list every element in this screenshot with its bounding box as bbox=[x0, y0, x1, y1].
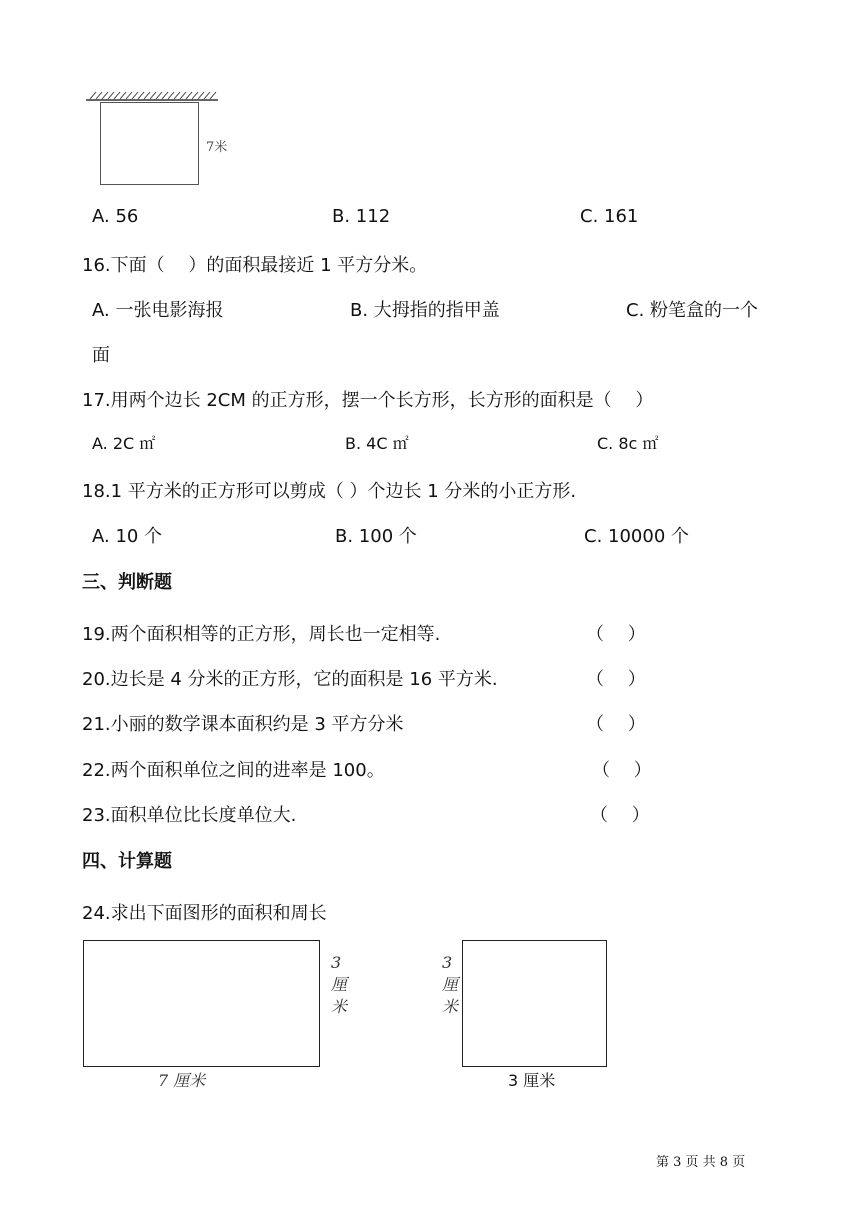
q17-option-c[interactable]: C. 8c ㎡ bbox=[597, 434, 659, 453]
hanging-rectangle bbox=[100, 102, 199, 185]
judge-20-text: 20.边长是 4 分米的正方形，它的面积是 16 平方米. bbox=[82, 669, 498, 690]
rectangle-1-side-label bbox=[331, 952, 351, 1018]
judge-23-text: 23.面积单位比长度单位大. bbox=[82, 805, 297, 826]
rect1-side-mi: 米 bbox=[331, 997, 348, 1016]
q16-option-a[interactable]: A. 一张电影海报 bbox=[92, 300, 224, 321]
square-bottom-label: 3 厘米 bbox=[508, 1071, 556, 1090]
section-3-title: 三、判断题 bbox=[82, 572, 172, 593]
rectangle-7x3 bbox=[83, 940, 320, 1067]
rect2-side-mi: 米 bbox=[442, 997, 459, 1016]
q24-text: 24.求出下面图形的面积和周长 bbox=[82, 903, 327, 924]
q17-option-a[interactable]: A. 2C ㎡ bbox=[92, 434, 156, 453]
q16-option-c[interactable]: C. 粉笔盒的一个 bbox=[626, 300, 759, 321]
q16-option-c-wrap: 面 bbox=[92, 345, 110, 366]
rect2-side-3: 3 bbox=[442, 953, 453, 972]
q16-text: 16.下面（ ）的面积最接近 1 平方分米。 bbox=[82, 255, 428, 276]
rect1-side-3: 3 bbox=[331, 953, 342, 972]
height-label: 7米 bbox=[206, 140, 228, 155]
q17-option-b[interactable]: B. 4C ㎡ bbox=[345, 434, 409, 453]
q18-option-b[interactable]: B. 100 个 bbox=[335, 526, 417, 547]
judge-20-blank[interactable]: （ ） bbox=[586, 669, 646, 690]
q17-text: 17.用两个边长 2CM 的正方形，摆一个长方形，长方形的面积是（ ） bbox=[82, 390, 654, 411]
square-3x3 bbox=[462, 940, 607, 1067]
judge-19-text: 19.两个面积相等的正方形，周长也一定相等. bbox=[82, 624, 441, 645]
judge-21-blank[interactable]: （ ） bbox=[586, 714, 646, 735]
q18-option-c[interactable]: C. 10000 个 bbox=[584, 526, 689, 547]
ceiling-hatch bbox=[86, 90, 221, 102]
q18-text: 18.1 平方米的正方形可以剪成（ ）个边长 1 分米的小正方形. bbox=[82, 481, 577, 502]
judge-21-text: 21.小丽的数学课本面积约是 3 平方分米 bbox=[82, 714, 404, 735]
section-4-title: 四、计算题 bbox=[82, 851, 172, 872]
rect2-side-li: 厘 bbox=[442, 975, 459, 994]
rectangle-1-bottom-label: 7 厘米 bbox=[158, 1071, 206, 1090]
judge-22-text: 22.两个面积单位之间的进率是 100。 bbox=[82, 760, 385, 781]
rect1-side-li: 厘 bbox=[331, 975, 348, 994]
square-side-label bbox=[442, 952, 462, 1018]
judge-23-blank[interactable]: （ ） bbox=[590, 805, 650, 826]
q16-option-b[interactable]: B. 大拇指的指甲盖 bbox=[350, 300, 500, 321]
top-figure bbox=[86, 90, 246, 190]
q15-option-c[interactable]: C. 161 bbox=[580, 206, 639, 227]
page-footer: 第 3 页 共 8 页 bbox=[656, 1155, 746, 1170]
q18-option-a[interactable]: A. 10 个 bbox=[92, 526, 163, 547]
judge-22-blank[interactable]: （ ） bbox=[592, 760, 652, 781]
q15-option-a[interactable]: A. 56 bbox=[92, 206, 139, 227]
judge-19-blank[interactable]: （ ） bbox=[586, 624, 646, 645]
q15-option-b[interactable]: B. 112 bbox=[332, 206, 391, 227]
